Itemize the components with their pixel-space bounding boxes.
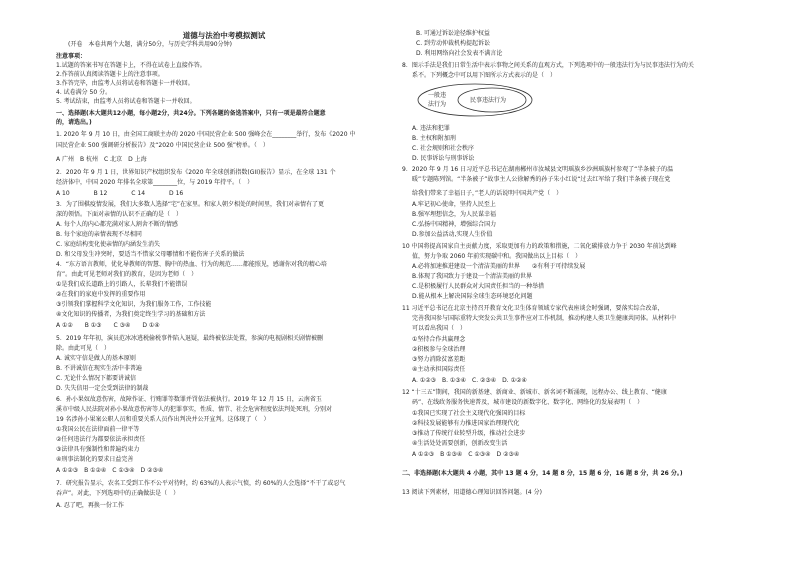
right-column bbox=[402, 0, 772, 562]
question-line: 5．2019 年年初，演员范冰冰逃税偷税事件陷入退疑，最终被依法处置，参演的电视剧相关剧情被删 bbox=[56, 335, 323, 342]
statement-line: ①我国公民在法律面前一律平等 bbox=[56, 426, 140, 433]
question-line: 11 习近平总书记在北京主持召开教育文化卫生体育领域专家代表座谈会时强调，要落实综合改革， bbox=[402, 305, 664, 312]
option-line: A. 忍了吧，再换一份工作 bbox=[56, 502, 124, 509]
question-line: 3．为了围棋疫情发展，我们大多数人选择“宅”在家里。和家人朝夕相处的时间里，我们对亲情有了更 bbox=[56, 201, 325, 208]
note-line: 4. 试卷满分 50 分。 bbox=[56, 89, 112, 96]
diagram-label-right: 民事违法行为 bbox=[470, 97, 507, 104]
statement-line: ④主动承担国际责任 bbox=[412, 366, 466, 373]
question-line: 吞声”。对此，下列选项中的正确做法是（ ） bbox=[56, 490, 180, 497]
question-line: 溪市中级人民法院对孙小果故意伤害等人的犯罪事实，性质、情节、社会危害程度依法判处死刑，分别对 bbox=[56, 406, 333, 413]
statement-line: ④生活处处需要创新，创新改变生活 bbox=[412, 440, 508, 447]
option-line: B. 可通过诉讼途径维护权益 bbox=[416, 30, 490, 37]
statement-line: ③法律具有强制性和普遍约束力 bbox=[56, 446, 140, 453]
note-line: 1.试题的答案书写在答题卡上，不得在试卷上直接作答。 bbox=[56, 62, 206, 69]
option-line: A. 每个人的内心都充满对家人割舍不断的情感 bbox=[56, 221, 178, 228]
question-line: 19 名涉孙小果案公职人员和重要关系人员作出判决并公开宣判。这体现了（ ） bbox=[56, 416, 270, 423]
page-title: 道德与法治中考模拟测试 bbox=[182, 31, 266, 40]
option-line: D.参加公益活动,实现人生价值 bbox=[412, 231, 493, 238]
option-line: C. 家庭结构变化使亲情的内涵发生消失 bbox=[56, 241, 161, 248]
option-line: A. ①②③ B. ①③④ C. ②③④ D. ①②④ bbox=[412, 377, 527, 384]
subtitle: (开卷 本卷共两个大题，满分50分，与历史学科共用90分钟) bbox=[68, 41, 232, 48]
note-line: 2.作答前认真阅读答题卡上的注意事项。 bbox=[56, 71, 164, 78]
diagram-label-left-1: 一般违 bbox=[428, 92, 447, 99]
option-line: A ①②③ B ①③④ C ①③④ D ②③④ bbox=[412, 451, 520, 458]
question-line: 码”、在线政务服务快速普及，城市建设的新数字化、数字化、网络化的发展表明（ ） bbox=[412, 399, 644, 406]
option-line: A 广州 B 杭州 C 北京 D 上海 bbox=[56, 156, 147, 163]
question-line: 完善我国参与国际重特大突发公共卫生事件应对工作机制，推动构建人类卫生健康共同体。从材料中 bbox=[412, 315, 677, 322]
option-line: C.是积极履行人民群众对大国责任担当的一种举措 bbox=[412, 283, 545, 290]
statement-line: ②科技发展能够有力推进国家治理现代化 bbox=[412, 420, 520, 427]
option-line: C.弘扬中国精神，增强综合国力 bbox=[412, 221, 497, 228]
statement-line: ②在我们的家庭中发挥的重要作用 bbox=[56, 291, 146, 298]
question-line: 值，努力争取 2060 年前实现碳中和。我国做出以上目标（ ） bbox=[412, 253, 582, 260]
option-line: A ①②③ B ①②④ C ①③④ D ②③④ bbox=[56, 467, 164, 474]
option-line: C. 社会规则和社会秩序 bbox=[412, 145, 475, 152]
question-line: 6．孙小果奴故意伤害，故障作证、行贿罪等数罪并罚依法被执行。2019 年 12 月 15 日，云南省玉 bbox=[56, 396, 322, 403]
question-line: 可以看出我国（ ） bbox=[412, 325, 467, 332]
note-line: 5. 考试结束，由监考人员将试卷和答题卡一并收回。 bbox=[56, 98, 196, 105]
statement-line: ②任何违法行为都要依法承担责任 bbox=[56, 436, 146, 443]
option-line: B.强军埋想信念，为人民谋幸福 bbox=[412, 211, 497, 218]
question-line: 育”。由此可见老师对我们的教育，是因为老师（ ） bbox=[56, 271, 198, 278]
question-line: 13 阅读下列素材，用道德心理知识回答问题。(4 分) bbox=[402, 489, 542, 496]
question-line: 2．2020 年 9 月 1 日，世界知识产权组织发布《2020 年全球创新指数(GII)报告》显示，在全球 131 个 bbox=[56, 169, 336, 176]
option-line: A ①② B ①③ C ③④ D ①④ bbox=[56, 322, 160, 329]
question-line: 4．“东方语言教师，优化导教师的智慧、胸中的热血、行为的规范……都能照见，感谢你对我的精心培 bbox=[56, 261, 327, 268]
statement-line: ①坚持合作共赢理念 bbox=[412, 336, 466, 343]
question-line: 给我们带来了幸福日子，”老人的话说明中国共产党（ ） bbox=[412, 190, 563, 197]
option-line: D. 民事诉讼与刑事诉讼 bbox=[412, 155, 475, 162]
left-column bbox=[56, 0, 392, 562]
statement-line: ③努力消除贫富差距 bbox=[412, 356, 466, 363]
option-line: A. 违法和犯罪 bbox=[412, 125, 450, 132]
option-line: D. 失失信用一定会受到法律的制裁 bbox=[56, 385, 149, 392]
option-line: B. 主权和附加刑 bbox=[412, 135, 456, 142]
question-line: 12 “十三五”期间，我国的新基建、新商业、新城市、新名词不断涌现，远程办公、线上教育、“健康 bbox=[402, 389, 667, 396]
question-line: 经济体中，中国 2020 年排名全球第________位，与 2019 年持平。（ ） bbox=[56, 179, 254, 186]
option-line: D.能从根本上解决国际全球生态环境恶化问题 bbox=[412, 293, 533, 300]
option-line: D. 利用网络向社会发表不满言论 bbox=[416, 50, 503, 57]
option-line: A.牢记初心使命，坚持人民至上 bbox=[412, 201, 496, 208]
statement-line: ①是我们成长道路上的引路人，长辈我们不能错误 bbox=[56, 281, 188, 288]
question-line: 深的领悟。下面对亲情的认识不正确的是（ ） bbox=[56, 211, 183, 218]
venn-diagram bbox=[416, 82, 534, 118]
question-line: 暖”专题陈列馆。“半条被子”故事主人公徐解秀的孙子朱小红说“过去红军给了我们半条被子现在党 bbox=[412, 176, 671, 183]
question-line: 10 中国将提高国家自主贡献力度，采取更加有力的政策和措施，二氧化碳排放力争于 2030 年前达到峰 bbox=[402, 243, 677, 250]
option-line: D. 和父母发生冲突时，要适当不惜家父母哪情和不能伤害子关系的做法 bbox=[56, 251, 245, 258]
question-line: 8．图示手法是我们日常生活中表示事物之间关系的直观方式，下列选项中的一般违法行为与民事违法行为的关 bbox=[402, 62, 694, 69]
statement-line: ④刑事法制化的要求日益完善 bbox=[56, 456, 134, 463]
diagram-label-left-2: 法行为 bbox=[428, 101, 447, 108]
question-line: 7．研究报告显示，农名工受到工作不公平对待时，约 63%的人表示气愤，约 60%的人会选择“不干了或忍气 bbox=[56, 480, 346, 487]
statement-line: ①我国已实现了社会主义现代化强国的目标 bbox=[412, 410, 526, 417]
option-line: A 10 B 12 C 14 D 16 bbox=[56, 190, 184, 197]
statement-line: ④文化知识的传播者，为我们奠定终生学习的基础和方法 bbox=[56, 311, 206, 318]
notes-heading: 注意事项： bbox=[56, 53, 87, 60]
question-line: 国民营企业 500 强调研分析报告》及“2020 中国民营企业 500 强”榜单。（ ） bbox=[56, 142, 269, 149]
venn-diagram-svg bbox=[416, 82, 534, 118]
option-line: C. 无论什么情况下都要讲诚信 bbox=[56, 375, 137, 382]
option-line: B. 每个家庭的亲情表现不尽相同 bbox=[56, 231, 142, 238]
statement-line: ③推动了传统行业转型升级，推动社会进步 bbox=[412, 430, 526, 437]
note-line: 3.作答完毕，由监考人员将试卷和答题卡一并收回。 bbox=[56, 80, 194, 87]
option-line: C. 到劳动仲裁机构提起诉讼 bbox=[416, 40, 491, 47]
question-line: 除。由此可见（ ） bbox=[56, 345, 111, 352]
statement-line: ③引领我们掌握科学文化知识，为我们服务工作，工作技能 bbox=[56, 301, 212, 308]
section-heading: 二、非选择题(本大题共 4 小题，其中 13 题 4 分，14 题 8 分，15 题 6 分，16 题 8 分，共 26 分。) bbox=[402, 470, 683, 477]
section-heading-cont: 的，请选出。) bbox=[56, 119, 92, 126]
section-heading: 一、选择题(本大题共12小题，每小题2分，共24分。下列各题的备选答案中，只有一项是最符合题意 bbox=[56, 110, 326, 117]
option-line: B. 不讲诚信在现实生活中非普遍 bbox=[56, 365, 142, 372]
question-line: 系不。下列概念中可以用下图所示方式表示的是（ ） bbox=[412, 72, 557, 79]
question-line: 9．2020 年 9 月 16 日习近平总书记在湖南郴州市汝城县文明瑶族乡沙洲瑶族村参观了“半条被子的温 bbox=[402, 166, 674, 173]
option-line: B.体现了我国致力于建设一个清洁美丽的世界 bbox=[412, 273, 533, 280]
option-line: A.必将加速推进建设一个清洁美丽的世界 ②有利于可持续发展 bbox=[412, 263, 586, 270]
question-line: 1. 2020 年 9 月 10 日，由全国工商联主办的 2020 中国民营企业 500 强峰会在________举行，发布《2020 中 bbox=[56, 131, 356, 138]
option-line: A. 诚实守信是做人的基本原则 bbox=[56, 355, 136, 362]
statement-line: ②积极参与全球治理 bbox=[412, 346, 466, 353]
